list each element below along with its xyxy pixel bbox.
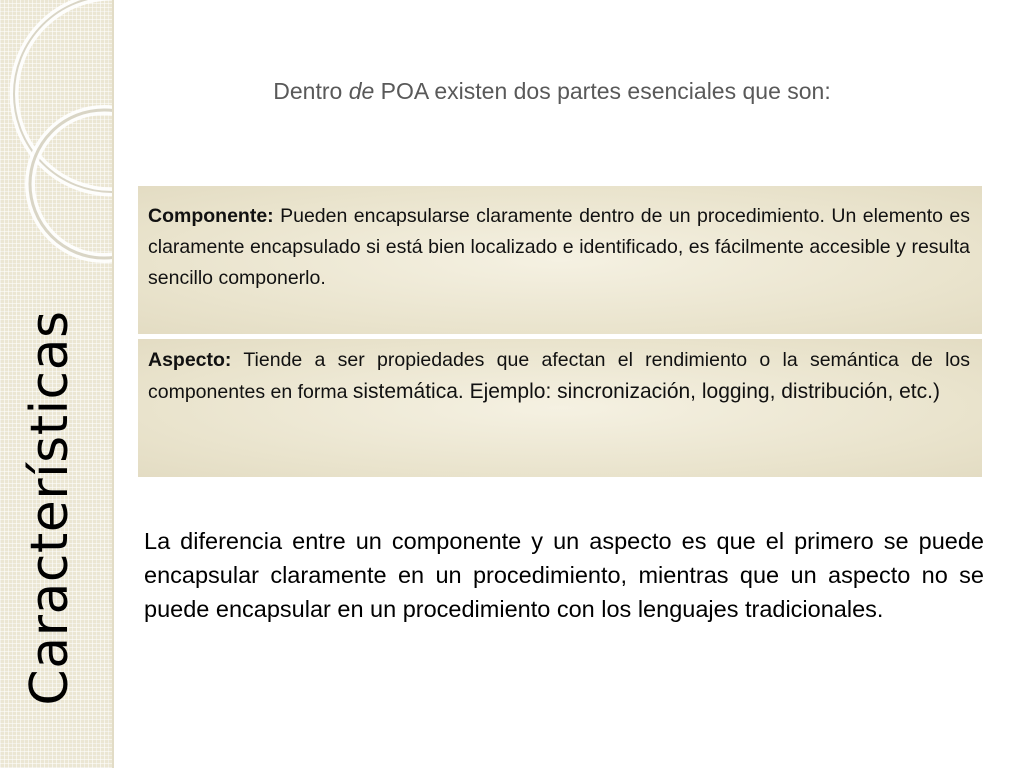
conclusion-paragraph: La diferencia entre un componente y un aspecto es que el primero se puede encapsular claramente en un procedimiento, mientras que un aspecto no se puede encapsular en un procedimiento con los lenguajes tradicionales. xyxy=(144,528,984,622)
aspecto-term: Aspecto: xyxy=(148,349,232,371)
aspecto-description: Tiende a ser propiedades que afectan el rendimiento o la semántica de los componentes en forma xyxy=(148,349,970,403)
slide-title-vertical: Características xyxy=(20,310,80,706)
aspecto-definition-card xyxy=(138,339,982,477)
subtitle-suffix: POA existen dos partes esenciales que son: xyxy=(374,78,831,104)
slide-subtitle xyxy=(120,78,984,105)
subtitle-italic-word: de xyxy=(348,78,375,104)
componente-term: Componente: xyxy=(148,205,274,227)
aspecto-example: sistemática. Ejemplo: sincronización, logging, distribución, etc.) xyxy=(352,380,940,403)
sidebar-divider xyxy=(112,0,114,768)
subtitle-prefix: Dentro xyxy=(273,78,349,104)
componente-definition-card xyxy=(138,186,982,334)
componente-description: Pueden encapsularse claramente dentro de un procedimiento. Un elemento es claramente encapsulado si está bien localizado e identificado, es fácilmente accesible y resulta sencillo componerlo. xyxy=(148,205,970,289)
